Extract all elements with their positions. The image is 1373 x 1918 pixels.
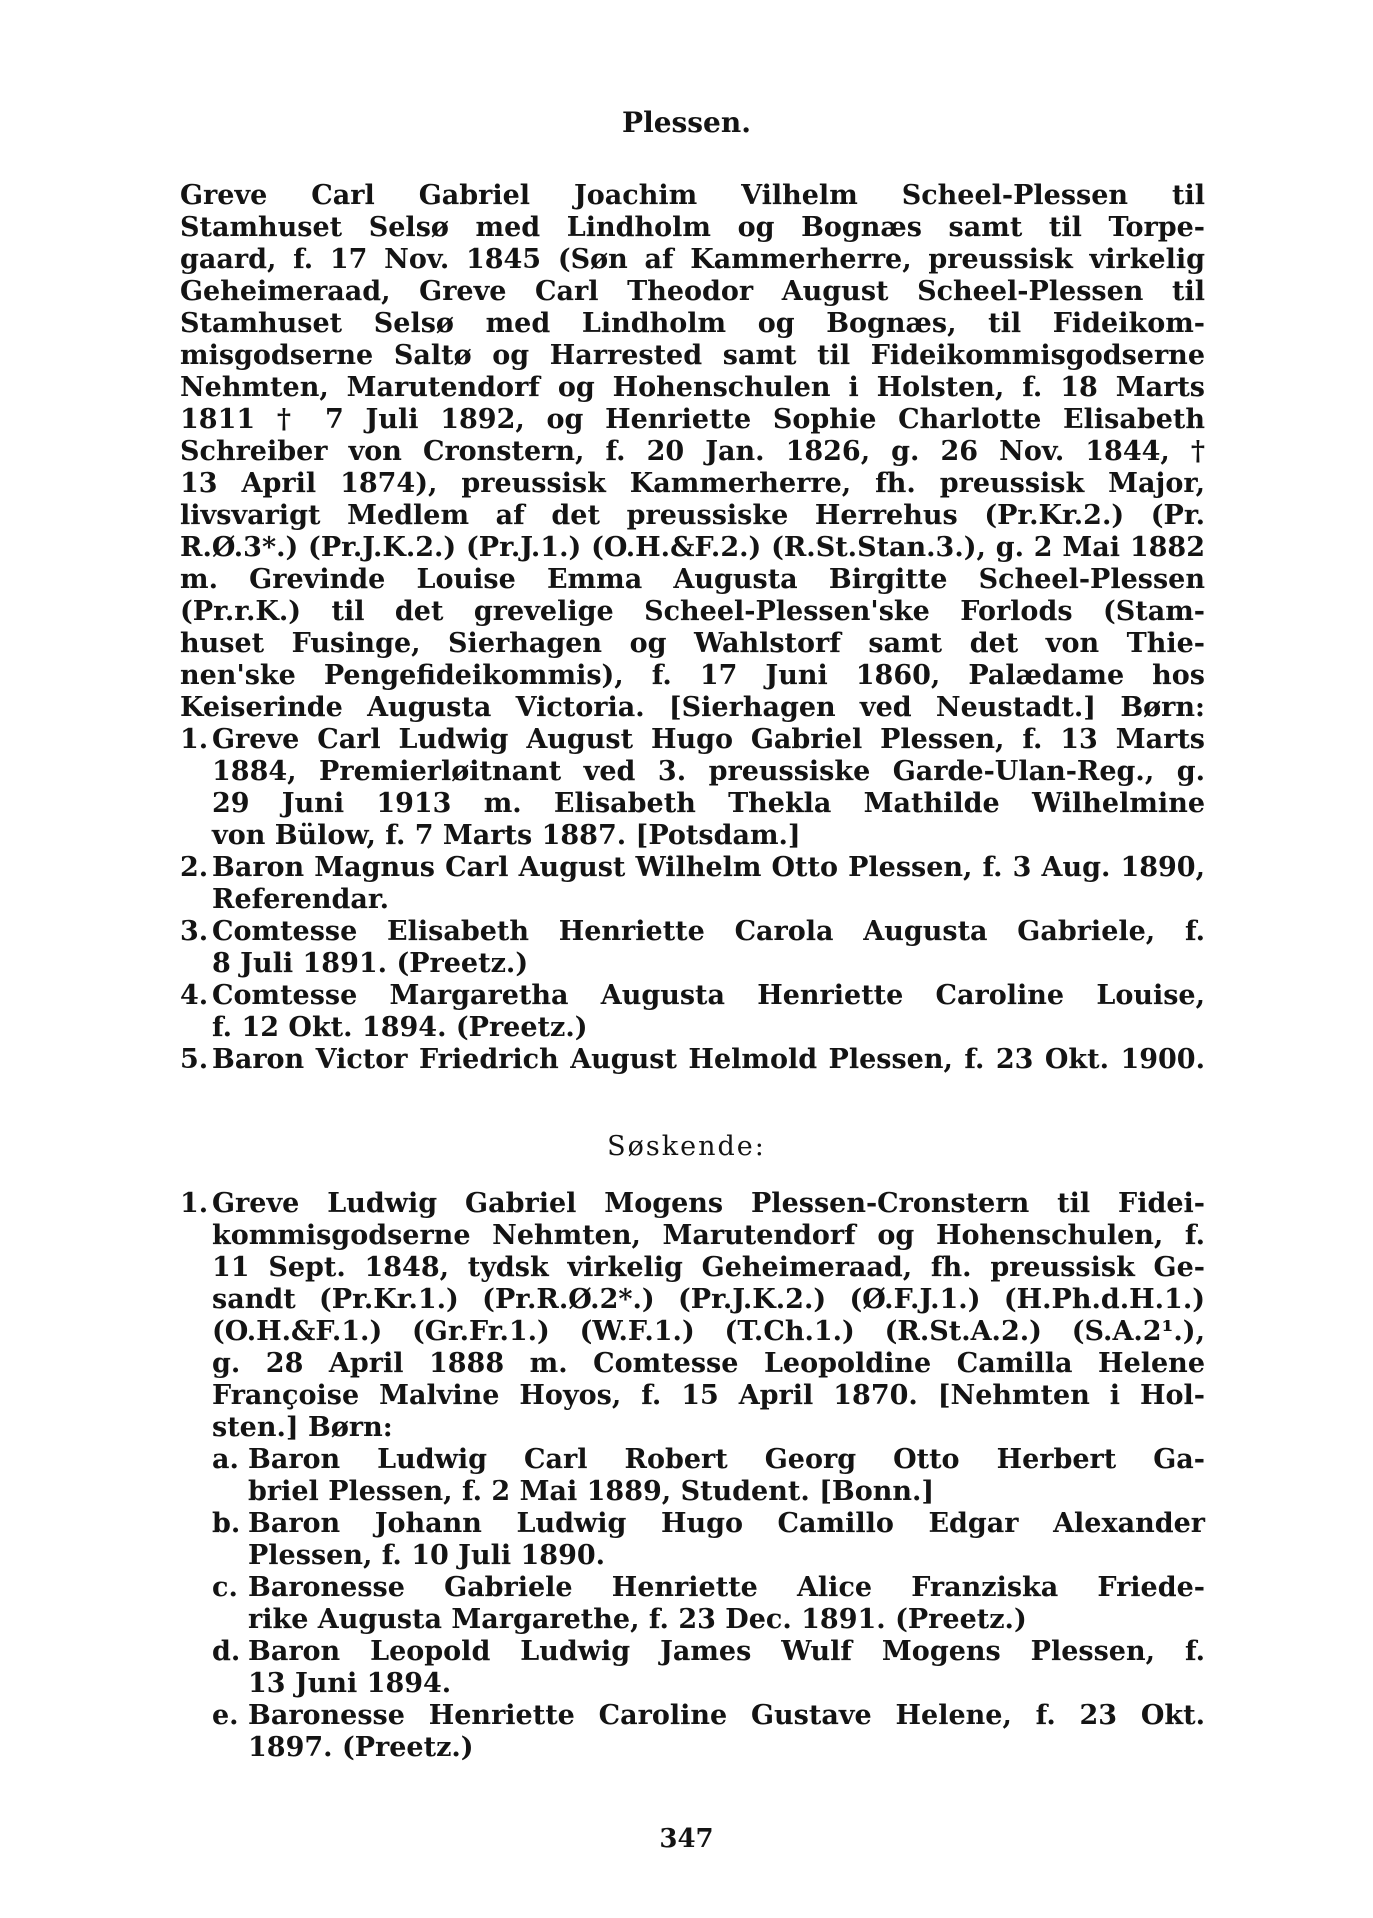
main-entry-line: Stamhuset Selsø med Lindholm og Bognæs samt til Torpe- <box>180 212 1205 243</box>
main-entry-line: m. Grevinde Louise Emma Augusta Birgitte Scheel-Plessen <box>180 564 1205 595</box>
child-number: 4. <box>180 980 209 1011</box>
main-entry-line: Geheimeraad, Greve Carl Theodor August Scheel-Plessen til <box>180 276 1205 307</box>
sibling-line: Françoise Malvine Hoyos, f. 15 April 1870. [Nehmten i Hol- <box>212 1380 1205 1411</box>
sibling-line: 11 Sept. 1848, tydsk virkelig Geheimeraad, fh. preussisk Ge- <box>212 1252 1205 1283</box>
main-entry-line: 13 April 1874), preussisk Kammerherre, fh. preussisk Major, <box>180 468 1205 499</box>
child-line: Greve Carl Ludwig August Hugo Gabriel Plessen, f. 13 Marts <box>212 724 1205 755</box>
sibling-line: kommisgodserne Nehmten, Marutendorf og Hohenschulen, f. <box>212 1220 1205 1251</box>
sibling-line: (O.H.&F.1.) (Gr.Fr.1.) (W.F.1.) (T.Ch.1.) (R.St.A.2.) (S.A.2¹.), <box>212 1316 1205 1347</box>
main-entry-line: nen'ske Pengefideikommis), f. 17 Juni 1860, Palædame hos <box>180 660 1205 691</box>
child-number: 5. <box>180 1044 209 1075</box>
main-entry-line: 1811 † 7 Juli 1892, og Henriette Sophie Charlotte Elisabeth <box>180 404 1205 435</box>
grandchild-line: Plessen, f. 10 Juli 1890. <box>248 1540 606 1571</box>
grandchild-line: Baron Johann Ludwig Hugo Camillo Edgar Alexander <box>248 1508 1205 1539</box>
child-line: 8 Juli 1891. (Preetz.) <box>212 948 529 979</box>
main-entry-line: livsvarigt Medlem af det preussiske Herrehus (Pr.Kr.2.) (Pr. <box>180 500 1205 531</box>
child-number: 2. <box>180 852 209 883</box>
child-line: Baron Victor Friedrich August Helmold Plessen, f. 23 Okt. 1900. <box>212 1044 1205 1075</box>
main-entry-line: huset Fusinge, Sierhagen og Wahlstorf samt det von Thie- <box>180 628 1205 659</box>
child-line: Comtesse Elisabeth Henriette Carola Augusta Gabriele, f. <box>212 916 1205 947</box>
page-number: 347 <box>659 1824 714 1854</box>
grandchild-line: rike Augusta Margarethe, f. 23 Dec. 1891. (Preetz.) <box>248 1604 1027 1635</box>
main-entry-line: R.Ø.3*.) (Pr.J.K.2.) (Pr.J.1.) (O.H.&F.2.) (R.St.Stan.3.), g. 2 Mai 1882 <box>180 532 1205 563</box>
grandchild-line: Baron Leopold Ludwig James Wulf Mogens Plessen, f. <box>248 1636 1205 1667</box>
main-entry-line: (Pr.r.K.) til det grevelige Scheel-Plessen'ske Forlods (Stam- <box>180 596 1205 627</box>
page-title: Plessen. <box>622 106 751 139</box>
grandchild-letter: b. <box>212 1508 241 1539</box>
child-line: Referendar. <box>212 884 389 915</box>
child-line: Comtesse Margaretha Augusta Henriette Caroline Louise, <box>212 980 1205 1011</box>
grandchild-line: Baronesse Henriette Caroline Gustave Helene, f. 23 Okt. <box>248 1700 1205 1731</box>
sibling-number: 1. <box>180 1188 209 1219</box>
main-entry-line: Greve Carl Gabriel Joachim Vilhelm Scheel-Plessen til <box>180 180 1205 211</box>
child-number: 1. <box>180 724 209 755</box>
grandchild-letter: a. <box>212 1444 239 1475</box>
sibling-line: g. 28 April 1888 m. Comtesse Leopoldine Camilla Helene <box>212 1348 1205 1379</box>
child-line: 29 Juni 1913 m. Elisabeth Thekla Mathilde Wilhelmine <box>212 788 1205 819</box>
grandchild-letter: c. <box>212 1572 238 1603</box>
siblings-heading: Søskende: <box>607 1131 766 1162</box>
child-line: 1884, Premierløitnant ved 3. preussiske Garde-Ulan-Reg., g. <box>212 756 1205 787</box>
grandchild-line: 1897. (Preetz.) <box>248 1732 474 1763</box>
child-line: Baron Magnus Carl August Wilhelm Otto Plessen, f. 3 Aug. 1890, <box>212 852 1205 883</box>
child-line: von Bülow, f. 7 Marts 1887. [Potsdam.] <box>212 820 801 851</box>
sibling-line: sten.] Børn: <box>212 1412 393 1443</box>
main-entry-line: misgodserne Saltø og Harrested samt til Fideikommisgodserne <box>180 340 1205 371</box>
sibling-line: Greve Ludwig Gabriel Mogens Plessen-Cronstern til Fidei- <box>212 1188 1205 1219</box>
grandchild-line: briel Plessen, f. 2 Mai 1889, Student. [Bonn.] <box>248 1476 935 1507</box>
grandchild-line: Baronesse Gabriele Henriette Alice Franziska Friede- <box>248 1572 1205 1603</box>
main-entry-line: Keiserinde Augusta Victoria. [Sierhagen ved Neustadt.] Børn: <box>180 692 1205 723</box>
main-entry-line: gaard, f. 17 Nov. 1845 (Søn af Kammerherre, preussisk virkelig <box>180 244 1205 275</box>
child-line: f. 12 Okt. 1894. (Preetz.) <box>212 1012 588 1043</box>
child-number: 3. <box>180 916 209 947</box>
main-entry-line: Stamhuset Selsø med Lindholm og Bognæs, til Fideikom- <box>180 308 1205 339</box>
grandchild-line: 13 Juni 1894. <box>248 1668 452 1699</box>
grandchild-letter: e. <box>212 1700 239 1731</box>
grandchild-line: Baron Ludwig Carl Robert Georg Otto Herbert Ga- <box>248 1444 1205 1475</box>
main-entry-line: Nehmten, Marutendorf og Hohenschulen i Holsten, f. 18 Marts <box>180 372 1205 403</box>
main-entry-line: Schreiber von Cronstern, f. 20 Jan. 1826, g. 26 Nov. 1844, † <box>180 436 1205 467</box>
grandchild-letter: d. <box>212 1636 241 1667</box>
sibling-line: sandt (Pr.Kr.1.) (Pr.R.Ø.2*.) (Pr.J.K.2.) (Ø.F.J.1.) (H.Ph.d.H.1.) <box>212 1284 1205 1315</box>
